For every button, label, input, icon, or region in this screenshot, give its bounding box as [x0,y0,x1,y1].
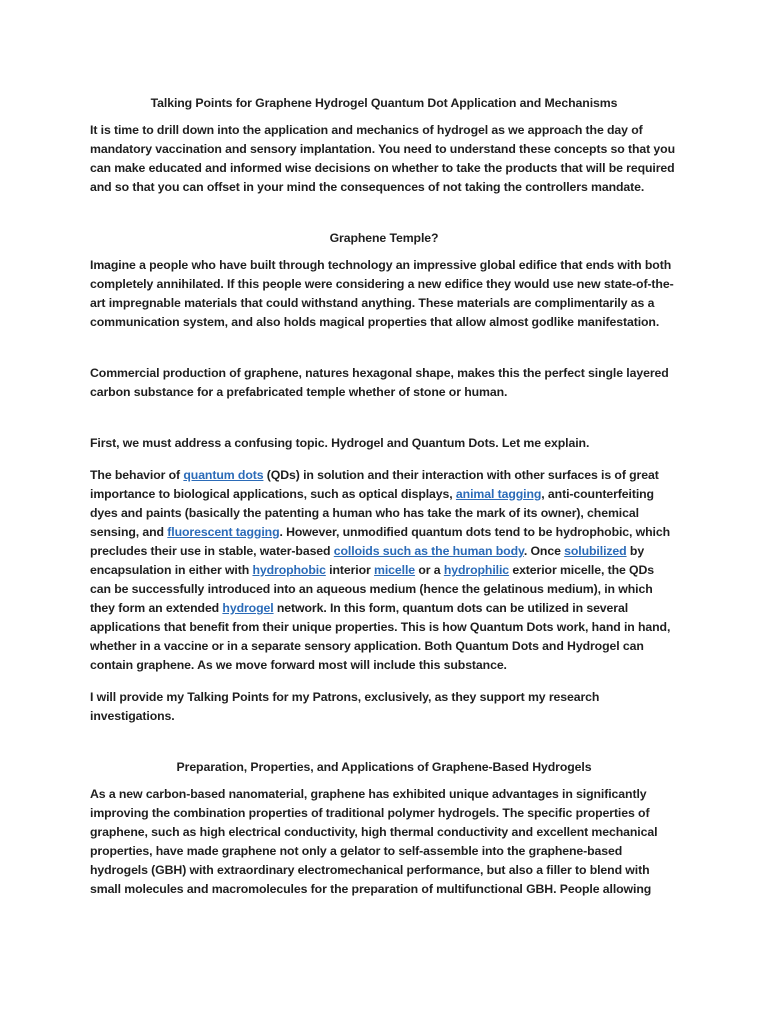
graphene-hydrogel-paragraph: As a new carbon-based nanomaterial, graphene has exhibited unique advantages in significantly improving the combination properties of traditional polymer hydrogels. The specific properties of graphene, such as high electrical conductivity, high thermal conductivity and excellent mechanical properties, have made graphene not only a gelator to self-assemble into the graphene-based hydrogels (GBH) with extraordinary electromechanical performance, but also a filler to blend with small molecules and macromolecules for the preparation of multifunctional GBH. People allowing [90,787,658,896]
behavior-text: (QDs) in solution and their interaction with other surfaces is of great importance to biological applications, such as optical displays, [90,468,659,501]
link-hydrogel[interactable]: hydrogel [222,601,274,615]
link-colloids[interactable]: colloids such as the human body [333,544,524,558]
commercial-paragraph: Commercial production of graphene, natures hexagonal shape, makes this the perfect single layered carbon substance for a prefabricated temple whether of stone or human. [90,366,669,399]
behavior-text: network. In this form, quantum dots can be utilized in several applications that benefit from their unique properties. This is how Quantum Dots work, hand in hand, whether in a vaccine or in a separate sensory application. Both Quantum Dots and Hydrogel can contain graphene. As we move forward most will include this substance. [90,601,671,672]
behavior-text: exterior micelle, the QDs can be successfully introduced into an aqueous medium (hence the gelatinous medium), in which they form an extended [90,563,655,615]
section-heading-graphene-temple: Graphene Temple? [329,231,439,245]
link-fluorescent-tagging[interactable]: fluorescent tagging [167,525,280,539]
behavior-text: . Once [523,544,565,558]
behavior-paragraph [90,466,678,675]
document-title: Talking Points for Graphene Hydrogel Quantum Dot Application and Mechanisms [150,96,618,110]
behavior-text: by encapsulation in either with [90,544,645,577]
behavior-text: , anti-counterfeiting dyes and paints (basically the patenting a human who has take the mark of its owner), chemical sensing, and [90,487,654,539]
behavior-text: . However, unmodified quantum dots tend to be hydrophobic, which precludes their use in stable, water-based [90,525,671,558]
link-micelle[interactable]: micelle [374,563,416,577]
patrons-paragraph: I will provide my Talking Points for my Patrons, exclusively, as they support my research investigations. [90,690,600,723]
first-paragraph: First, we must address a confusing topic. Hydrogel and Quantum Dots. Let me explain. [90,436,590,450]
intro-paragraph: It is time to drill down into the application and mechanics of hydrogel as we approach the day of mandatory vaccination and sensory implantation. You need to understand these concepts so that you can make educated and informed wise decisions on whether to take the products that will be required and so that you can offset in your mind the consequences of not taking the controllers mandate. [90,123,675,194]
link-quantum-dots[interactable]: quantum dots [183,468,264,482]
behavior-text: interior [325,563,375,577]
behavior-text: or a [415,563,444,577]
link-hydrophilic[interactable]: hydrophilic [443,563,510,577]
link-hydrophobic[interactable]: hydrophobic [252,563,326,577]
section-heading-preparation: Preparation, Properties, and Applications of Graphene-Based Hydrogels [176,760,592,774]
imagine-paragraph: Imagine a people who have built through technology an impressive global edifice that ends with both completely annihilated. If this people were considering a new edifice they would use new state-of-the-art impregnable materials that could withstand anything. These materials are complimentarily as a communication system, and also holds magical properties that allow almost godlike manifestation. [90,258,674,329]
behavior-text: The behavior of [90,468,184,482]
link-solubilized[interactable]: solubilized [564,544,627,558]
link-animal-tagging[interactable]: animal tagging [455,487,542,501]
